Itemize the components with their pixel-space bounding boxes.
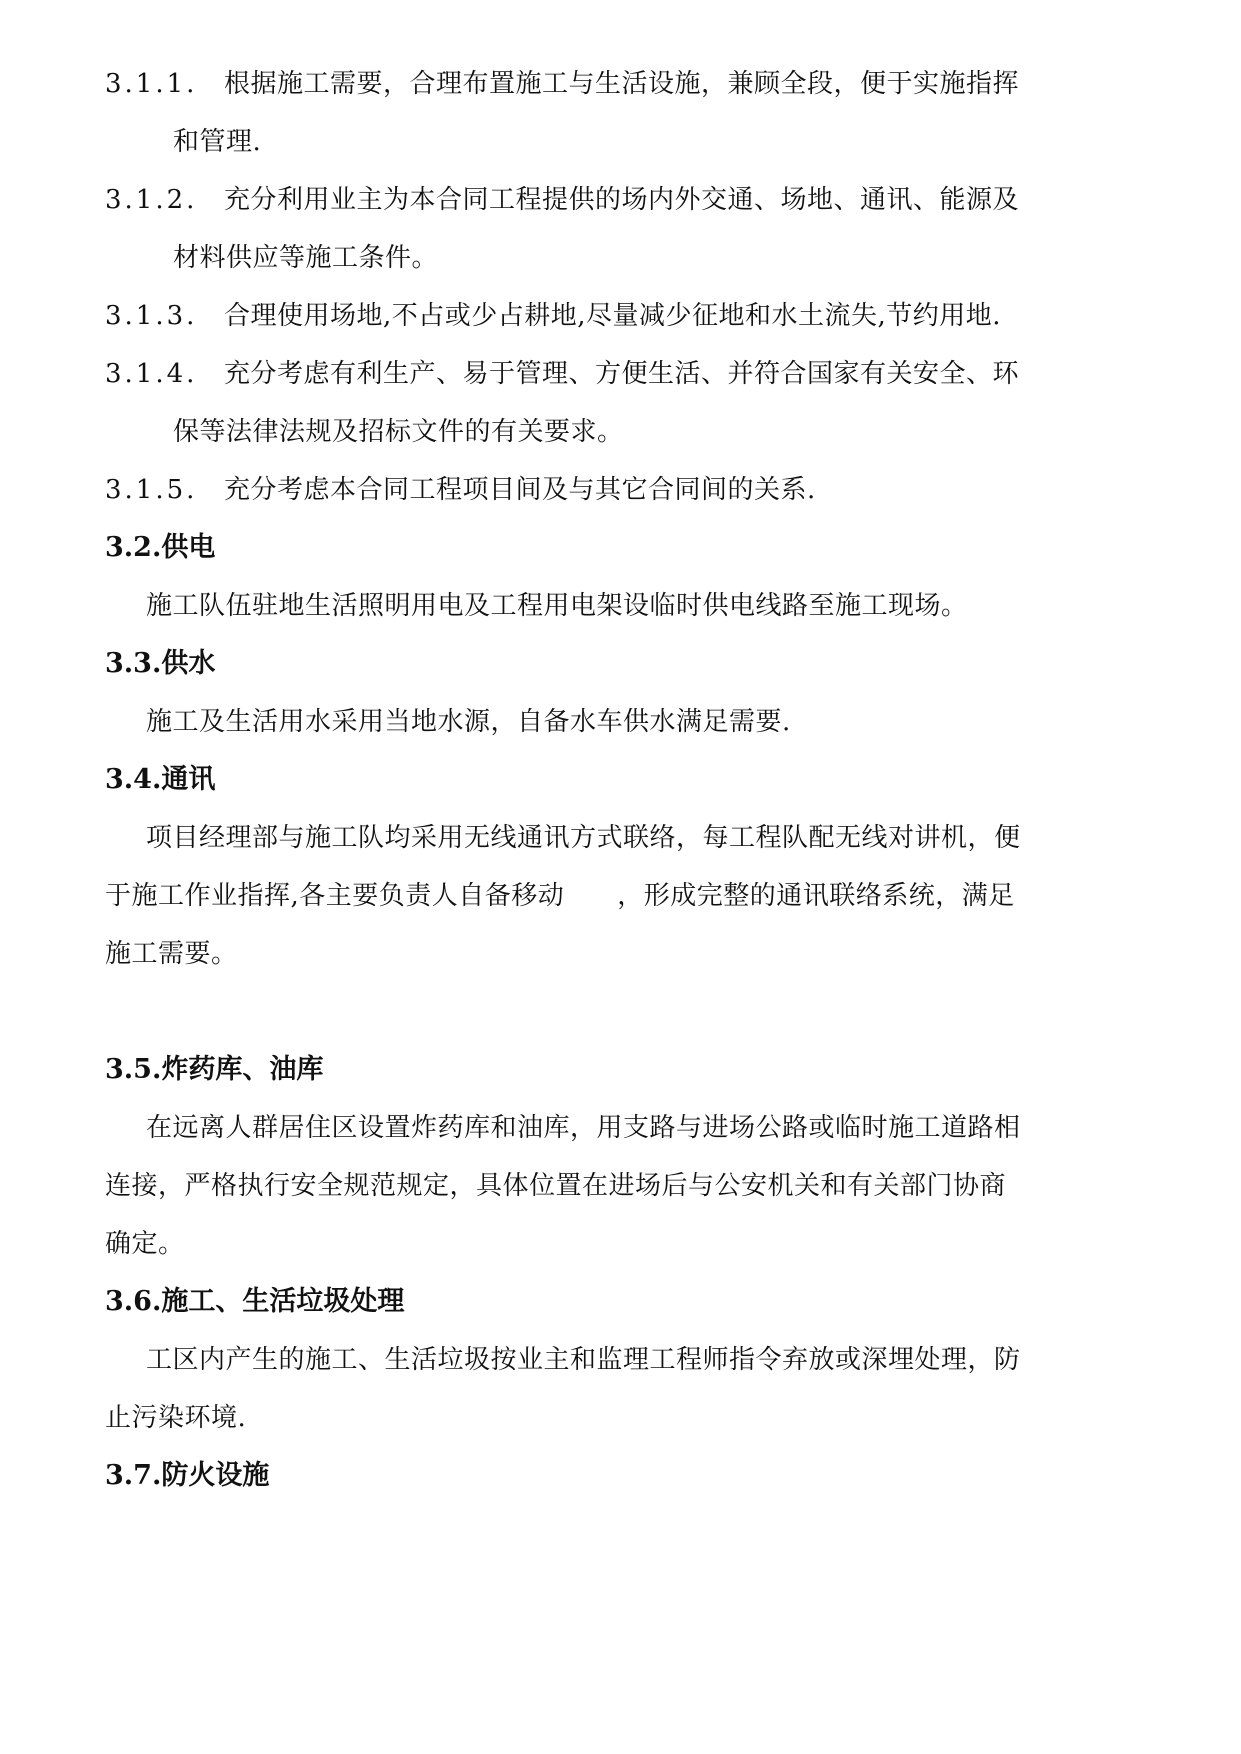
item-number: 3.1.2. [105, 185, 198, 215]
item-text-line: 充分利用业主为本合同工程提供的场内外交通、场地、通讯、能源及 [224, 185, 1020, 215]
paragraph-line: 工区内产生的施工、生活垃圾按业主和监理工程师指令弃放或深埋处理，防 [146, 1345, 1021, 1375]
paragraph-line: 在远离人群居住区设置炸药库和油库，用支路与进场公路或临时施工道路相 [146, 1113, 1021, 1143]
item-number: 3.1.3. [105, 301, 198, 331]
paragraph-line: 施工需要。 [105, 939, 238, 969]
item-text-line: 合理使用场地,不占或少占耕地,尽量减少征地和水土流失,节约用地. [224, 301, 1002, 331]
section-heading: 3.6.施工、生活垃圾处理 [105, 1286, 405, 1317]
item-number: 3.1.1. [105, 69, 198, 99]
item-text-line: 充分考虑有利生产、易于管理、方便生活、并符合国家有关安全、环 [224, 359, 1020, 389]
item-text-line: 充分考虑本合同工程项目间及与其它合同间的关系. [224, 475, 816, 505]
section-heading: 3.3.供水 [105, 648, 216, 679]
paragraph-line: 止污染环境. [105, 1403, 247, 1433]
item-text-line: 材料供应等施工条件。 [173, 243, 439, 273]
paragraph-line: 项目经理部与施工队均采用无线通讯方式联络，每工程队配无线对讲机，便 [146, 823, 1021, 853]
item-number: 3.1.5. [105, 475, 198, 505]
section-heading: 3.5.炸药库、油库 [105, 1054, 324, 1085]
item-number: 3.1.4. [105, 359, 198, 389]
item-text-line: 保等法律法规及招标文件的有关要求。 [173, 417, 624, 447]
paragraph-line: 于施工作业指挥,各主要负责人自备移动 ，形成完整的通讯联络系统，满足 [105, 881, 1015, 911]
section-heading: 3.2.供电 [105, 532, 216, 563]
paragraph-line: 连接，严格执行安全规范规定，具体位置在进场后与公安机关和有关部门协商 [105, 1171, 1007, 1201]
item-text-line: 根据施工需要，合理布置施工与生活设施，兼顾全段，便于实施指挥 [224, 69, 1020, 99]
paragraph-line: 确定。 [105, 1229, 185, 1259]
section-heading: 3.4.通讯 [105, 764, 216, 795]
paragraph-line: 施工及生活用水采用当地水源，自备水车供水满足需要. [146, 707, 791, 737]
item-text-line: 和管理. [173, 127, 262, 157]
section-heading: 3.7.防火设施 [105, 1460, 270, 1491]
paragraph-line: 施工队伍驻地生活照明用电及工程用电架设临时供电线路至施工现场。 [146, 591, 968, 621]
